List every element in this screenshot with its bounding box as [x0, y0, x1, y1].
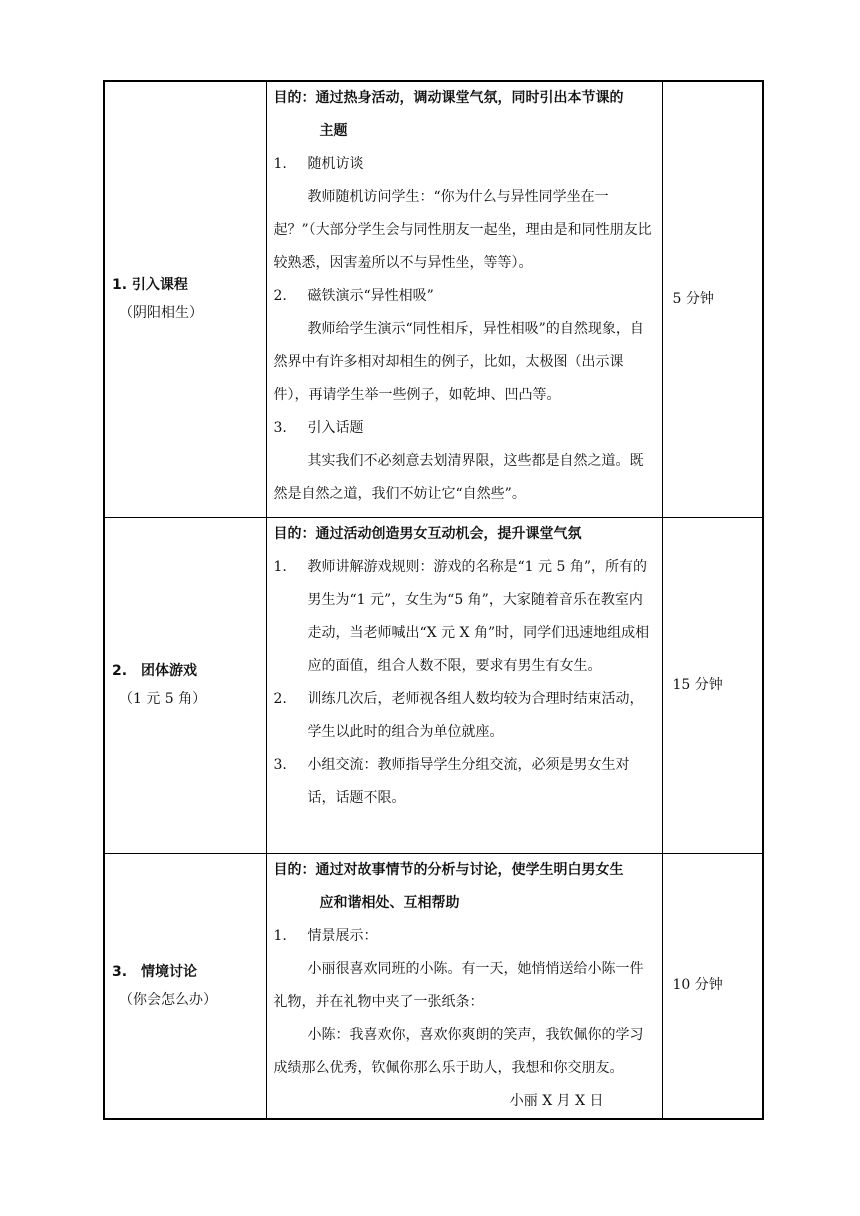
- list-item: 1. 随机访谈: [273, 156, 364, 172]
- stage-cell: [104, 81, 266, 517]
- stage-subtitle: （你会怎么办）: [119, 991, 217, 1008]
- paragraph: 小陈：我喜欢你，喜欢你爽朗的笑声，我钦佩你的学习成绩那么优秀，钦佩你那么乐于助人，我想和你交朋友。: [273, 1026, 644, 1076]
- lesson-plan-table: [103, 80, 764, 1120]
- goal-text: 目的：通过对故事情节的分析与讨论，使学生明白男女生 应和谐相处、互相帮助: [273, 861, 624, 911]
- stage-title: 1. 引入课程: [112, 277, 188, 294]
- table-row: [104, 517, 763, 853]
- goal-text: 目的：通过活动创造男女互动机会，提升课堂气氛: [273, 525, 582, 542]
- stage-title: 3. 情境讨论: [112, 963, 198, 980]
- list-item: 2. 磁铁演示“异性相吸”: [273, 288, 434, 304]
- paragraph: 其实我们不必刻意去划清界限，这些都是自然之道。既然是自然之道，我们不妨让它“自然些”。: [273, 453, 644, 502]
- list-item: 2. 训练几次后，老师视各组人数均较为合理时结束活动，学生以此时的组合为单位就座。: [273, 690, 644, 740]
- stage-subtitle: （1 元 5 角）: [119, 691, 207, 707]
- table-row: [104, 853, 763, 1119]
- content-cell: [266, 81, 662, 517]
- list-item: 3. 引入话题: [273, 420, 364, 436]
- stage-title: 2. 团体游戏: [112, 663, 198, 679]
- list-item: 1. 教师讲解游戏规则：游戏的名称是“1 元 5 角”，所有的男生为“1 元”，女生为“5 角”，大家随着音乐在教室内走动，当老师喊出“X 元 X 角”时，同学们迅速地组成相应的面值，组合人数不限，要求有男生有女生。: [273, 558, 650, 674]
- stage-subtitle: （阴阳相生）: [119, 305, 203, 322]
- content-cell: [266, 517, 662, 853]
- goal-text: 目的：通过热身活动，调动课堂气氛，同时引出本节课的 主题: [273, 90, 624, 139]
- time-cell: 15 分钟: [662, 517, 763, 853]
- content-cell: [266, 853, 662, 1119]
- paragraph: 教师随机访问学生：“你为什么与异性同学坐在一起？”（大部分学生会与同性朋友一起坐，理由是和同性朋友比较熟悉，因害羞所以不与异性坐，等等）。: [273, 189, 652, 271]
- paragraph: 小丽很喜欢同班的小陈。有一天，她悄悄送给小陈一件礼物，并在礼物中夹了一张纸条：: [273, 960, 644, 1010]
- table-row: [104, 81, 763, 517]
- time-cell: 5 分钟: [662, 81, 763, 517]
- stage-cell: [104, 517, 266, 853]
- signature: 小丽 X 月 X 日: [509, 1092, 604, 1109]
- time-cell: 10 分钟: [662, 853, 763, 1119]
- paragraph: 教师给学生演示“同性相斥，异性相吸”的自然现象，自然界中有许多相对却相生的例子，比如，太极图（出示课件），再请学生举一些例子，如乾坤、凹凸等。: [273, 321, 644, 403]
- list-item: 1. 情景展示：: [273, 927, 378, 944]
- stage-cell: [104, 853, 266, 1119]
- list-item: 3. 小组交流：教师指导学生分组交流，必须是男女生对话，话题不限。: [273, 756, 630, 806]
